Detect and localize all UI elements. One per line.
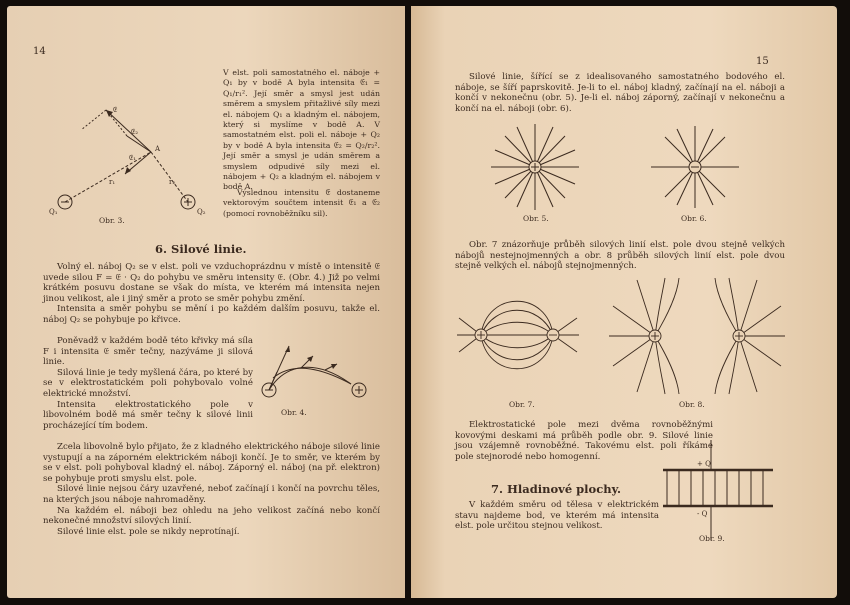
right-body-1 (455, 72, 785, 114)
page-number: 14 (33, 46, 46, 57)
para-1: Silové linie, šířící se z idealisovaného samostatného bodového el. náboje, se šíří paprskovitě. Je-li to el. náboj kladný, začínají na el. náboji a končí v nekonečnu (obr. 5). Je-li el. náboj záporný, začínají v nekonečnu a končí na el. náboji (obr. 6). (455, 72, 785, 114)
section-title-6: 6. Silové linie. (155, 242, 247, 256)
para-9: Silové linie elst. pole se nikdy neprotínají. (57, 526, 240, 537)
para-2: Obr. 7 znázorňuje průběh silových linií elst. pole dvou stejně velkých nábojů nestejnojmenných a obr. 8 průběh silových linií elst. pole dvou stejně velkých el. nábojů stejnojmenných. (455, 240, 785, 272)
fig3-label-e1: 𝔈₁ (129, 154, 137, 162)
intro-text: V elst. poli samostatného el. náboje + Q₁ by v bodě A byla intensita 𝔈₁ = Q₁/r₁². Její směr a smysl jest udán směrem a smyslem přitažlivé síly mezi el. nábojem Q₁ a kladným el. nábojem, který si myslíme v bodě A. V samostatném elst. poli el. náboje + Q₂ by v bodě A byla intensita 𝔈₂ = Q₂/r₂². Její směr a smysl je udán směrem a smyslem odpudivé síly mezi el. nábojem + Q₂ a kladným el. nábojem v bodě A. (223, 68, 380, 192)
figure-6 (647, 124, 743, 210)
right-page (411, 6, 837, 598)
para-5: Intensita elektrostatického pole v libovolném bodě má směr tečny k silové linii procházející tím bodem. (43, 399, 253, 431)
fig6-caption: Obr. 6. (681, 214, 707, 223)
figure-9 (657, 440, 781, 540)
fig3-label-e2: 𝔈₂ (131, 128, 139, 136)
fig5-caption: Obr. 5. (523, 214, 549, 223)
figure-3 (51, 72, 221, 220)
fig3-label-r1: r₁ (109, 178, 116, 186)
fig4-caption: Obr. 4. (281, 408, 307, 417)
fig9-minus-label: - Q (697, 510, 708, 518)
fig8-caption: Obr. 8. (679, 400, 705, 409)
fig3-label-e: 𝔈 (113, 106, 118, 114)
para-7: Silové linie nejsou čáry uzavřené, neboť začínají i končí na povrchu těles, na kterých jsou náboje nahromaděny. (43, 484, 380, 505)
right-body-2 (455, 240, 785, 272)
left-body-2 (43, 336, 253, 431)
fig9-plus-label: + Q (697, 460, 711, 468)
fig3-label-q2: Q₂ (197, 208, 206, 216)
fig3-label-a: A (155, 145, 161, 153)
para-8: Na každém el. náboji bez ohledu na jeho velikost začíná nebo končí nekonečné množství silových linií. (43, 505, 380, 527)
left-body-1 (43, 262, 380, 326)
figure-8 (607, 276, 787, 396)
right-body-4 (455, 500, 659, 532)
para-4: Silová linie je tedy myšlená čára, po které by se v elektrostatickém poli pohybovalo volné elektrické množství. (43, 367, 253, 399)
section-title-7: 7. Hladinové plochy. (491, 482, 621, 496)
fig9-caption: Obr. 9. (699, 534, 725, 543)
fig7-caption: Obr. 7. (509, 400, 535, 409)
fig3-label-r2: r₂ (169, 178, 176, 186)
para-4: V každém směru od tělesa v elektrickém stavu najdeme bod, ve kterém má intensita elst. pole určitou stejnou velikost. (455, 500, 659, 532)
page-number: 15 (756, 56, 769, 67)
para-6: Zcela libovolně bylo přijato, že z kladného elektrického náboje silové linie vystupují a na záporném elektrickém náboji končí. Je to směr, ve kterém by se v elst. poli pohyboval kladný el. náboj. Záporný el. náboj (na př. elektron) se pohybuje proti smyslu elst. pole. (43, 442, 380, 484)
figure-7 (455, 288, 585, 382)
figure-5 (487, 122, 583, 212)
para-3: Elektrostatické pole mezi dvěma rovnoběžnými kovovými deskami má průběh podle obr. 9. Silové linie jsou vzájemně rovnoběžné. Takovému elst. poli říkáme pole stejnorodé nebo homogenní. (455, 420, 713, 462)
para-2: Intensita a směr pohybu se mění i po každém dalším posuvu, takže el. náboj Q₂ se pohybuje po křivce. (43, 304, 380, 325)
figure-4 (255, 342, 375, 412)
fig3-caption: Obr. 3. (99, 216, 125, 225)
para-1: Volný el. náboj Q₂ se v elst. poli ve vzduchoprázdnu v místě o intensitě 𝔈 uvede silou F = 𝔈 · Q₂ do pohybu ve směru intensity 𝔈. (Obr. 4.) Již po velmi krátkém posuvu dostane se však do místa, ve kterém má intensita nejen jinou velikost, ale i jiný směr a proto se směr pohybu změní. (43, 262, 380, 304)
fig3-label-q1: Q₁ (49, 208, 58, 216)
para-3: Poněvadž v každém bodě této křivky má síla F i intensita 𝔈 směr tečny, nazýváme ji silová linie. (43, 336, 253, 368)
left-body-3 (43, 442, 380, 537)
intro-text-2: Výslednou intensitu 𝔈 dostaneme vektorovým součtem intensit 𝔈₁ a 𝔈₂ (pomocí rovnoběžníku sil). (223, 188, 380, 218)
left-page (7, 6, 405, 598)
